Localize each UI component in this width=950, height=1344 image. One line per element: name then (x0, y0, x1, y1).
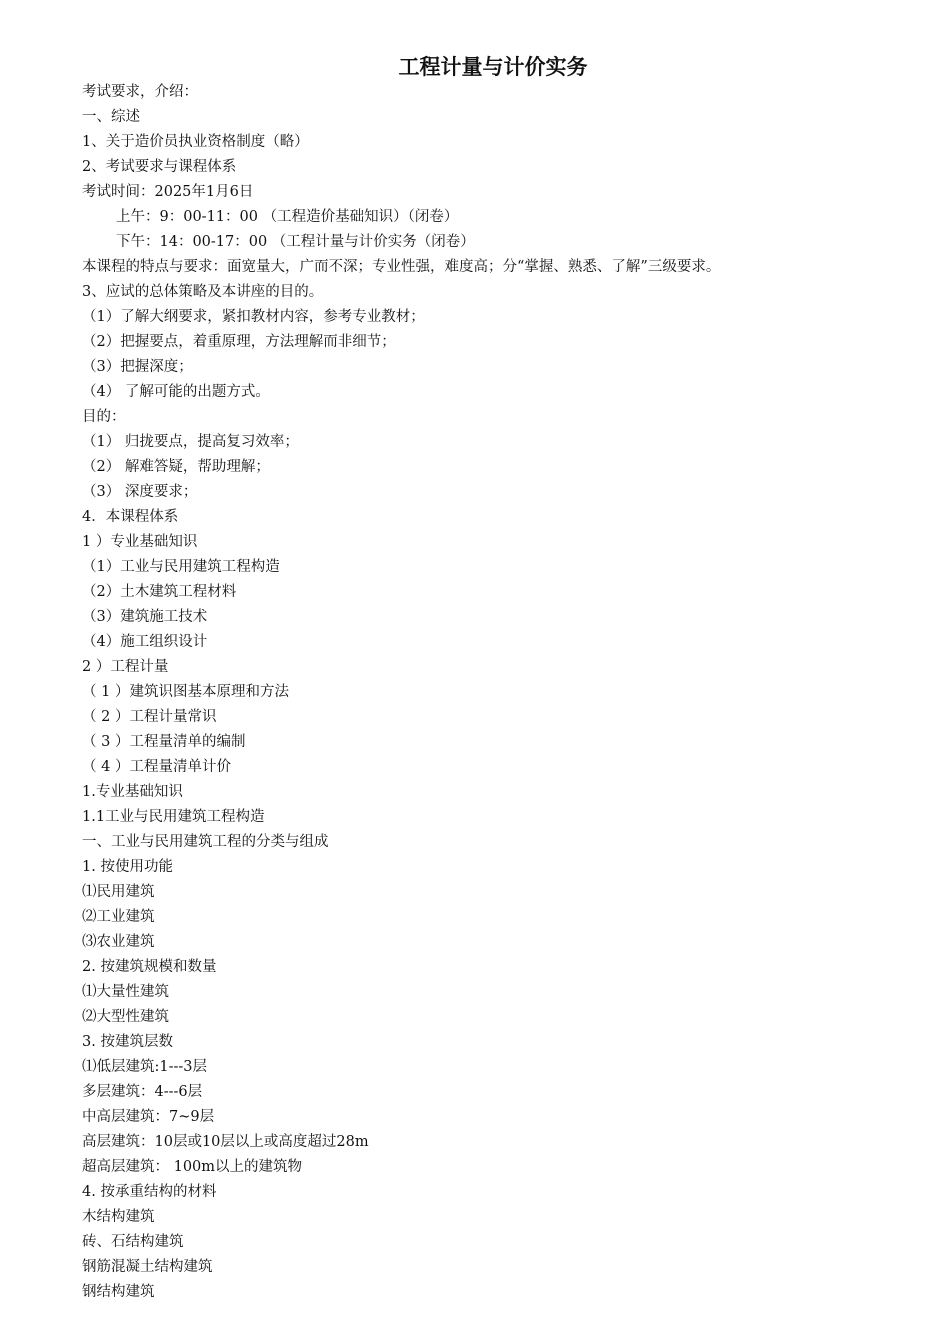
text-line: 钢筋混凝土结构建筑 (82, 1259, 213, 1275)
text-line: 1、关于造价员执业资格制度（略） (82, 134, 309, 150)
text-line: （2）土木建筑工程材料 (82, 584, 237, 600)
document-title: 工程计量与计价实务 (398, 55, 588, 79)
text-line: 一、综述 (82, 109, 140, 125)
text-line: 2. 按建筑规模和数量 (82, 959, 217, 975)
text-line: （1）工业与民用建筑工程构造 (82, 559, 280, 575)
text-line: 高层建筑：10层或10层以上或高度超过28m (82, 1134, 369, 1150)
document-body (82, 80, 922, 1305)
text-line: 3. 按建筑层数 (82, 1034, 173, 1050)
text-line: 4. 按承重结构的材料 (82, 1184, 217, 1200)
text-line: 下午：14：00-17：00 （工程计量与计价实务（闭卷） (116, 234, 475, 250)
text-line: ⑵工业建筑 (82, 909, 155, 925)
text-line: （1） 归拢要点，提高复习效率； (82, 434, 299, 450)
text-line: （ 2 ）工程计量常识 (82, 709, 217, 725)
text-line: 钢结构建筑 (82, 1284, 155, 1300)
text-line: （ 1 ）建筑识图基本原理和方法 (82, 684, 289, 700)
text-line: 1. 按使用功能 (82, 859, 173, 875)
text-line: 4．本课程体系 (82, 509, 179, 525)
text-line: （4）施工组织设计 (82, 634, 208, 650)
text-line: 一、工业与民用建筑工程的分类与组成 (82, 834, 329, 850)
text-line: 2 ）工程计量 (82, 659, 169, 675)
text-line: 多层建筑：4---6层 (82, 1084, 203, 1100)
text-line: 砖、石结构建筑 (82, 1234, 184, 1250)
text-line: ⑴低层建筑:1---3层 (82, 1059, 208, 1075)
text-line: （4） 了解可能的出题方式。 (82, 384, 270, 400)
text-line: 3、应试的总体策略及本讲座的目的。 (82, 284, 324, 300)
text-line: 本课程的特点与要求：面宽量大，广而不深；专业性强，难度高；分“掌握、熟悉、了解”三级要求。 (82, 259, 721, 275)
text-line: 上午：9：00-11：00 （工程造价基础知识）（闭卷） (116, 209, 459, 225)
text-line: （3） 深度要求； (82, 484, 198, 500)
text-line: 2、考试要求与课程体系 (82, 159, 237, 175)
text-line: （3）把握深度； (82, 359, 193, 375)
text-line: （ 3 ）工程量清单的编制 (82, 734, 246, 750)
text-line: 1.专业基础知识 (82, 784, 183, 800)
text-line: （ 4 ）工程量清单计价 (82, 759, 231, 775)
text-line: （2）把握要点，着重原理，方法理解而非细节； (82, 334, 396, 350)
text-line: ⑵大型性建筑 (82, 1009, 169, 1025)
text-line: ⑴大量性建筑 (82, 984, 169, 1000)
text-line: 中高层建筑：7~9层 (82, 1109, 215, 1125)
text-line: 超高层建筑： 100m以上的建筑物 (82, 1159, 303, 1175)
text-line: ⑴民用建筑 (82, 884, 155, 900)
text-line: 目的： (82, 409, 126, 425)
text-line: 木结构建筑 (82, 1209, 155, 1225)
text-line: 1 ）专业基础知识 (82, 534, 198, 550)
text-line: 考试要求，介绍： (82, 84, 198, 100)
text-line: ⑶农业建筑 (82, 934, 155, 950)
text-line: （3）建筑施工技术 (82, 609, 208, 625)
text-line: （2） 解难答疑，帮助理解； (82, 459, 270, 475)
text-line: 考试时间：2025年1月6日 (82, 184, 254, 200)
text-line: （1）了解大纲要求，紧扣教材内容，参考专业教材； (82, 309, 425, 325)
text-line: 1.1工业与民用建筑工程构造 (82, 809, 265, 825)
